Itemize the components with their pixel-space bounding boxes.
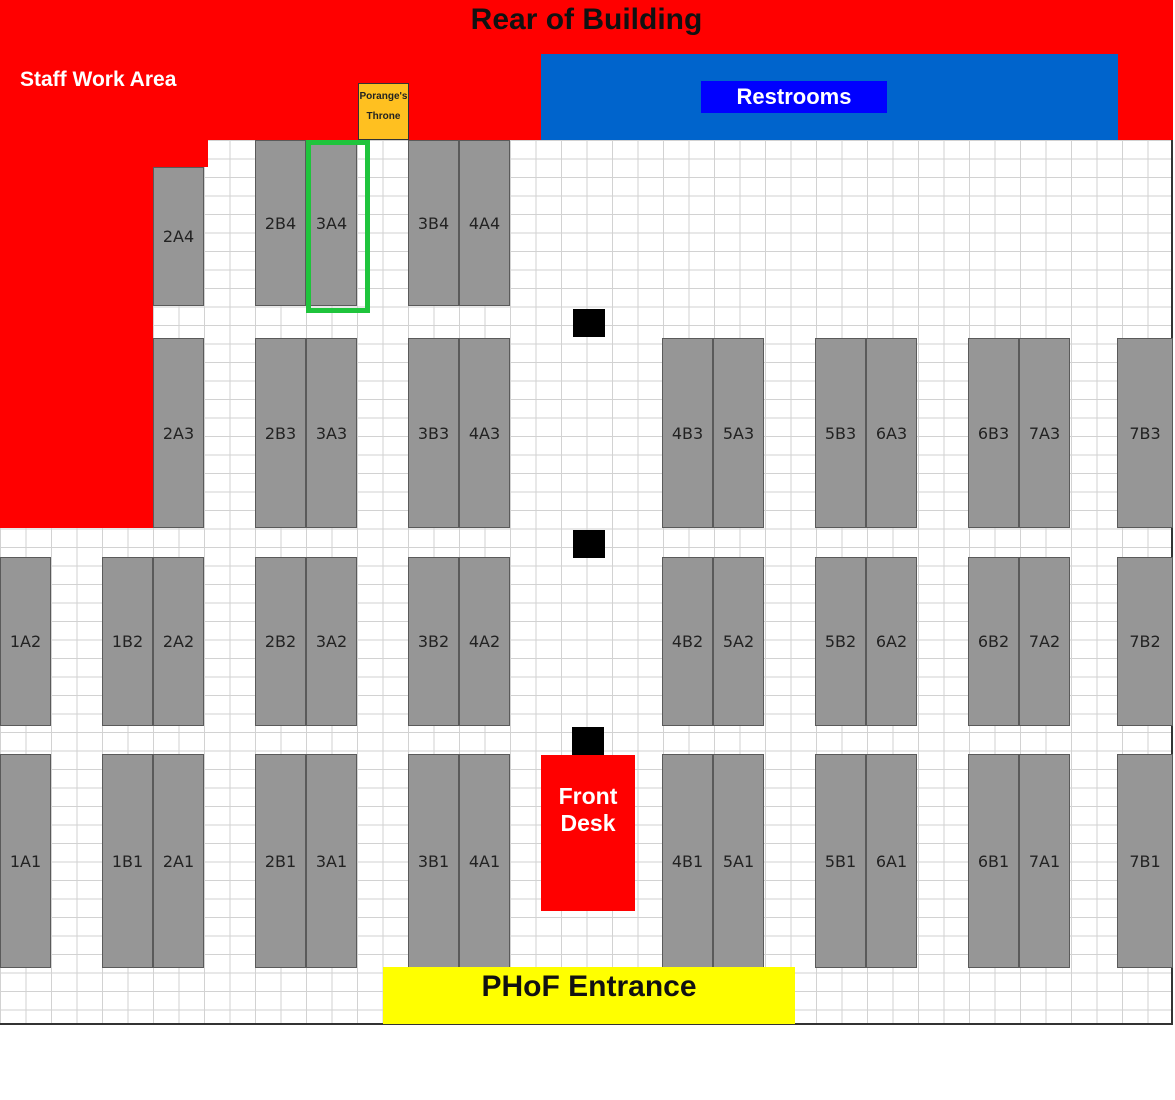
booth-5b2: 5B2 (815, 557, 866, 726)
staff-work-area-lower (0, 167, 153, 528)
booth-5b1: 5B1 (815, 754, 866, 968)
booth-5a3: 5A3 (713, 338, 764, 528)
booth-6a1: 6A1 (866, 754, 917, 968)
booth-4b2: 4B2 (662, 557, 713, 726)
highlighted-booth-outline (306, 140, 370, 313)
booth-6b3: 6B3 (968, 338, 1019, 528)
booth-3a3: 3A3 (306, 338, 357, 528)
booth-6a3: 6A3 (866, 338, 917, 528)
booth-3b4: 3B4 (408, 140, 459, 306)
restrooms-label: Restrooms (736, 84, 852, 109)
booth-6b2: 6B2 (968, 557, 1019, 726)
booth-7a3: 7A3 (1019, 338, 1070, 528)
pillar (572, 727, 604, 755)
booth-2a2: 2A2 (153, 557, 204, 726)
booth-2a3: 2A3 (153, 338, 204, 528)
booth-5a1: 5A1 (713, 754, 764, 968)
booth-1b1: 1B1 (102, 754, 153, 968)
booth-4a4: 4A4 (459, 140, 510, 306)
throne-line-1: Porange's (359, 91, 408, 102)
phof-entrance (383, 967, 795, 1024)
booth-6a2: 6A2 (866, 557, 917, 726)
booth-1a2: 1A2 (0, 557, 51, 726)
booth-7b2: 7B2 (1117, 557, 1173, 726)
booth-2b3: 2B3 (255, 338, 306, 528)
staff-work-area (0, 140, 208, 167)
pillar (573, 309, 605, 337)
restrooms-label-box (701, 81, 887, 113)
poranges-throne (358, 83, 409, 140)
booth-3b1: 3B1 (408, 754, 459, 968)
front-desk-line-1: Front (558, 783, 618, 809)
booth-4b3: 4B3 (662, 338, 713, 528)
booth-2b4: 2B4 (255, 140, 306, 306)
booth-5b3: 5B3 (815, 338, 866, 528)
booth-3a1: 3A1 (306, 754, 357, 968)
booth-1a1: 1A1 (0, 754, 51, 968)
booth-2b1: 2B1 (255, 754, 306, 968)
booth-2a1: 2A1 (153, 754, 204, 968)
booth-7b1: 7B1 (1117, 754, 1173, 968)
booth-1b2: 1B2 (102, 557, 153, 726)
front-desk (541, 755, 635, 911)
booth-4b1: 4B1 (662, 754, 713, 968)
booth-3a2: 3A2 (306, 557, 357, 726)
pillar (573, 530, 605, 558)
staff-work-area-label: Staff Work Area (20, 68, 177, 91)
booth-2a4: 2A4 (153, 167, 204, 306)
booth-4a1: 4A1 (459, 754, 510, 968)
booth-4a3: 4A3 (459, 338, 510, 528)
front-desk-line-2: Desk (560, 810, 616, 836)
entrance-label: PHoF Entrance (481, 969, 697, 1003)
rear-of-building-label: Rear of Building (470, 3, 703, 36)
booth-3a4: 3A4 (306, 140, 357, 306)
booth-3b3: 3B3 (408, 338, 459, 528)
booth-7a1: 7A1 (1019, 754, 1070, 968)
booth-4a2: 4A2 (459, 557, 510, 726)
booth-3b2: 3B2 (408, 557, 459, 726)
throne-line-2: Throne (366, 111, 401, 122)
booth-5a2: 5A2 (713, 557, 764, 726)
booth-6b1: 6B1 (968, 754, 1019, 968)
booth-7b3: 7B3 (1117, 338, 1173, 528)
booth-2b2: 2B2 (255, 557, 306, 726)
booth-7a2: 7A2 (1019, 557, 1070, 726)
